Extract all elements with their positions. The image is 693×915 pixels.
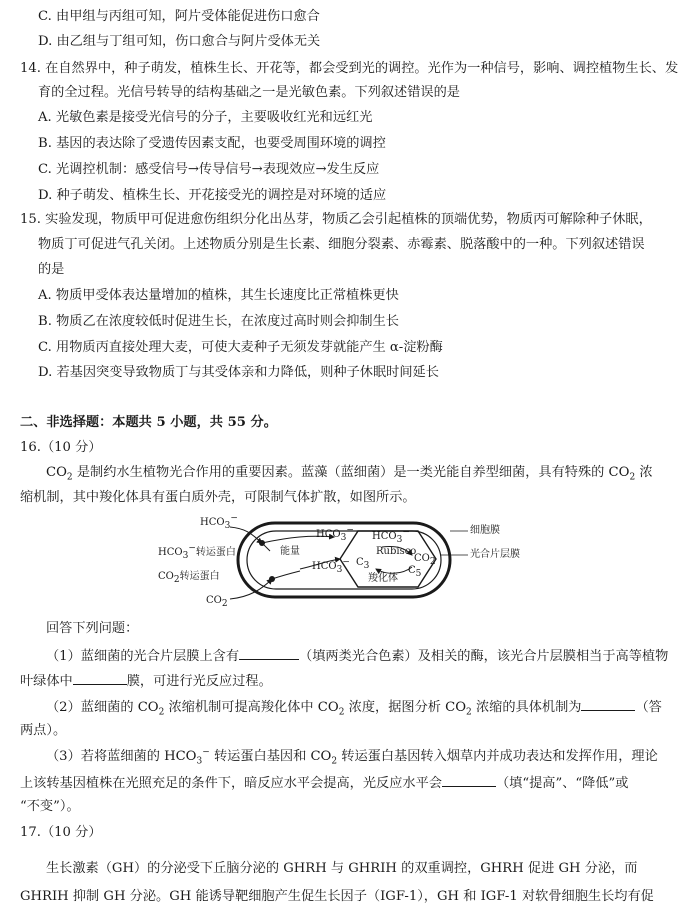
q16-number: 16.（10 分） <box>20 440 102 455</box>
q16-part1-line-1: （1）蓝细菌的光合片层膜上含有 （填两类光合色素）及相关的酶，该光合片层膜相当于高等植物 <box>46 646 668 666</box>
q16-part3-line-1: （3）若将蓝细菌的 $HCO_3^-$ 转运蛋白基因和 $CO_2$ 转运蛋白基因转入烟草内并成功表达和发挥作用，理论 <box>46 747 658 767</box>
q15-option-b: B. 物质乙在浓度较低时促进生长，在浓度过高时则会抑制生长 <box>38 314 399 329</box>
diagram-label-rubisco: Rubisco <box>376 546 417 557</box>
q16-part3-blank[interactable] <box>442 773 496 787</box>
q14-option-d: D. 种子萌发、植株生长、开花接受光的调控是对环境的适应 <box>38 188 387 203</box>
q14-stem-line-1: 14. 在自然界中，种子萌发，植株生长、开花等，都会受到光的调控。光作为一种信号，影响、调控植物生长、发 <box>20 61 679 76</box>
q14-option-a: A. 光敏色素是接受光信号的分子，主要吸收红光和远红光 <box>38 110 373 125</box>
q16-part2-blank[interactable] <box>581 697 635 711</box>
q16-part3-line-3: “不变”）。 <box>20 799 80 814</box>
q13-option-d: D. 由乙组与丁组可知，伤口愈合与阿片受体无关 <box>38 34 321 49</box>
q16-part1-blank-2[interactable] <box>73 671 127 685</box>
q17-body-line-1: 生长激素（GH）的分泌受下丘脑分泌的 GHRH 与 GHRIH 的双重调控，GHRH 促进 GH 分泌，而 <box>46 861 638 876</box>
diagram-label-hco3-mid: $HCO_3^-$ <box>316 525 354 543</box>
co2-transporter-dot <box>269 576 275 582</box>
diagram-label-c3: $C_3$ <box>356 557 370 571</box>
diagram-label-co2-outside: $CO_2$ <box>206 595 228 609</box>
diagram-label-hco3-top: $HCO_3^-$ <box>200 513 238 531</box>
q14-option-b: B. 基因的表达除了受遗传因素支配，也要受周围环境的调控 <box>38 136 386 151</box>
diagram-label-hco3-transporter: $HCO_3^-$转运蛋白 <box>158 543 236 561</box>
diagram-label-cell-membrane: 细胞膜 <box>470 525 500 536</box>
cyanobacteria-diagram <box>150 515 550 610</box>
q14-option-c: C. 光调控机制：感受信号→传导信号→表现效应→发生反应 <box>38 162 380 177</box>
diagram-label-hco3-lower: $HCO_3^-$ <box>312 557 350 575</box>
q15-stem-line-1: 15. 实验发现，物质甲可促进愈伤组织分化出丛芽，物质乙会引起植株的顶端优势，物质丙可解除种子休眠， <box>20 212 652 227</box>
q16-part3-line-2: 上该转基因植株在光照充足的条件下，暗反应水平会提高，光反应水平会 （填“提高”、“降低”或 <box>20 773 628 793</box>
q15-option-d: D. 若基因突变导致物质丁与其受体亲和力降低，则种子休眠时间延长 <box>38 365 439 380</box>
q16-answer-prompt: 回答下列问题： <box>46 621 139 636</box>
diagram-label-hco3-inside: $HCO_3^-$ <box>372 527 410 545</box>
q17-body-line-2: GHRIH 抑制 GH 分泌。GH 能诱导靶细胞产生促生长因子（IGF-1），GH 和 IGF-1 对软骨细胞生长均有促 <box>20 889 654 904</box>
q16-intro-line-1: $CO_2$ 是制约水生植物光合作用的重要因素。蓝藻（蓝细菌）是一类光能自养型细菌，具有特殊的 $CO_2$ 浓 <box>46 465 653 483</box>
q17-number: 17.（10 分） <box>20 825 102 840</box>
diagram-label-co2-transporter: $CO_2$转运蛋白 <box>158 571 220 585</box>
q16-intro-line-2: 缩机制，其中羧化体具有蛋白质外壳，可限制气体扩散，如图所示。 <box>20 490 416 505</box>
q15-stem-line-2: 物质丁可促进气孔关闭。上述物质分别是生长素、细胞分裂素、赤霉素、脱落酸中的一种。下列叙述错误 <box>38 237 645 252</box>
q16-part2-line-2: 两点）。 <box>20 723 67 738</box>
diagram-label-c5: $C_5$ <box>408 565 422 579</box>
q16-part2-line-1: （2）蓝细菌的 $CO_2$ 浓缩机制可提高羧化体中 $CO_2$ 浓度，据图分析 $CO_2$ 浓缩的具体机制为 （答 <box>46 697 662 717</box>
q15-option-a: A. 物质甲受体表达量增加的植株，其生长速度比正常植株更快 <box>38 288 399 303</box>
diagram-label-carboxysome: 羧化体 <box>368 573 398 584</box>
q15-option-c: C. 用物质丙直接处理大麦，可使大麦种子无须发芽就能产生 α-淀粉酶 <box>38 340 443 355</box>
diagram-label-energy: 能量 <box>280 546 300 557</box>
q16-part1-blank-1[interactable] <box>239 646 299 660</box>
q16-part1-line-2: 叶绿体中 膜，可进行光反应过程。 <box>20 671 272 691</box>
q13-option-c: C. 由甲组与丙组可知，阿片受体能促进伤口愈合 <box>38 9 320 24</box>
q14-stem-line-2: 育的全过程。光信号转导的结构基础之一是光敏色素。下列叙述错误的是 <box>38 85 460 100</box>
hco3-transporter-dot <box>259 540 265 546</box>
diagram-label-photosynthetic-membrane: 光合片层膜 <box>470 549 520 560</box>
diagram-label-co2-inside: $CO_2$ <box>414 553 436 567</box>
q15-stem-line-3: 的是 <box>38 262 65 277</box>
section-heading: 二、非选择题：本题共 5 小题，共 55 分。 <box>20 415 277 430</box>
